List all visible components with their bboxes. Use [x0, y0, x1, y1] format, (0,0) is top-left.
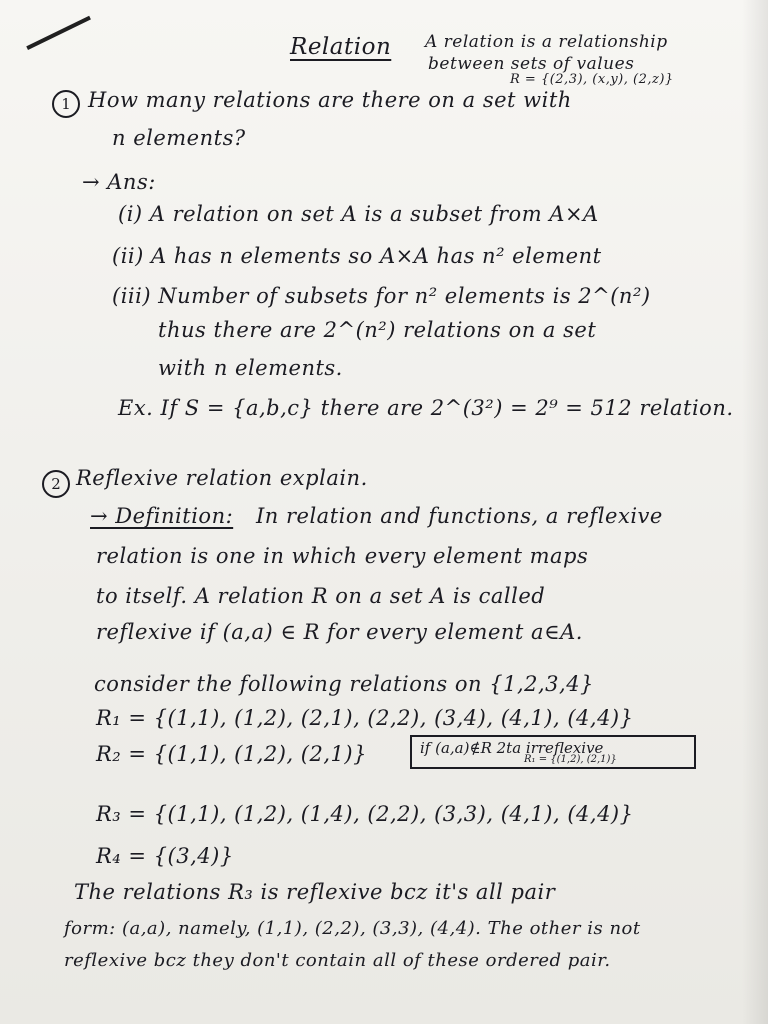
relation-r4: R₄ = {(3,4)} [96, 844, 234, 868]
answer-point-1: (i) A relation on set A is a subset from A×A [118, 202, 599, 226]
answer-point-3-line-2: thus there are 2^(n²) relations on a set [158, 318, 597, 342]
definition-line-3: to itself. A relation R on a set A is called [96, 584, 546, 608]
relation-r1: R₁ = {(1,1), (1,2), (2,1), (2,2), (3,4), (4,1), (4,4)} [96, 706, 634, 730]
consider-line: consider the following relations on {1,2,3,4} [94, 672, 594, 696]
definition-note-line-1: A relation is a relationship [425, 32, 668, 52]
definition-line-4: reflexive if (a,a) ∈ R for every element a∈A. [96, 620, 583, 644]
relation-r3: R₃ = {(1,1), (1,2), (1,4), (2,2), (3,3), (4,1), (4,4)} [96, 802, 634, 826]
example-line: Ex. If S = {a,b,c} there are 2^(3²) = 2⁹ = 512 relation. [118, 396, 734, 420]
question-2-text: Reflexive relation explain. [76, 466, 368, 490]
conclusion-line-1: The relations R₃ is reflexive bcz it's all pair [74, 880, 556, 904]
definition-note-line-2: between sets of values [428, 54, 635, 74]
question-2-number: 2 [42, 470, 70, 498]
pen-stroke-mark [11, 0, 91, 50]
answer-point-3-line-1: (iii) Number of subsets for n² elements is 2^(n²) [112, 284, 651, 308]
conclusion-line-2: form: (a,a), namely, (1,1), (2,2), (3,3), (4,4). The other is not [64, 918, 641, 939]
page-title: Relation [290, 34, 392, 60]
irreflexive-note-line-2: R₁ = {(1,2), (2,1)} [524, 754, 617, 765]
question-1-line-1: How many relations are there on a set with [88, 88, 572, 112]
answer-point-2: (ii) A has n elements so A×A has n² element [112, 244, 602, 268]
question-1-line-2: n elements? [112, 126, 246, 150]
answer-label: → Ans: [82, 170, 156, 194]
definition-note-example: R = {(2,3), (x,y), (2,z)} [510, 72, 674, 87]
answer-point-3-line-3: with n elements. [158, 356, 343, 380]
question-1-number: 1 [52, 90, 80, 118]
page-edge-shadow [742, 0, 768, 1024]
irreflexive-note-box [410, 735, 696, 769]
definition-line-1: In relation and functions, a reflexive [256, 504, 663, 528]
definition-label: → Definition: [90, 504, 234, 528]
irreflexive-note-line-1: if (a,a)∉R 2ta irreflexive [420, 739, 604, 757]
definition-line-2: relation is one in which every element maps [96, 544, 589, 568]
conclusion-line-3: reflexive bcz they don't contain all of these ordered pair. [64, 950, 611, 971]
relation-r2: R₂ = {(1,1), (1,2), (2,1)} [96, 742, 367, 766]
